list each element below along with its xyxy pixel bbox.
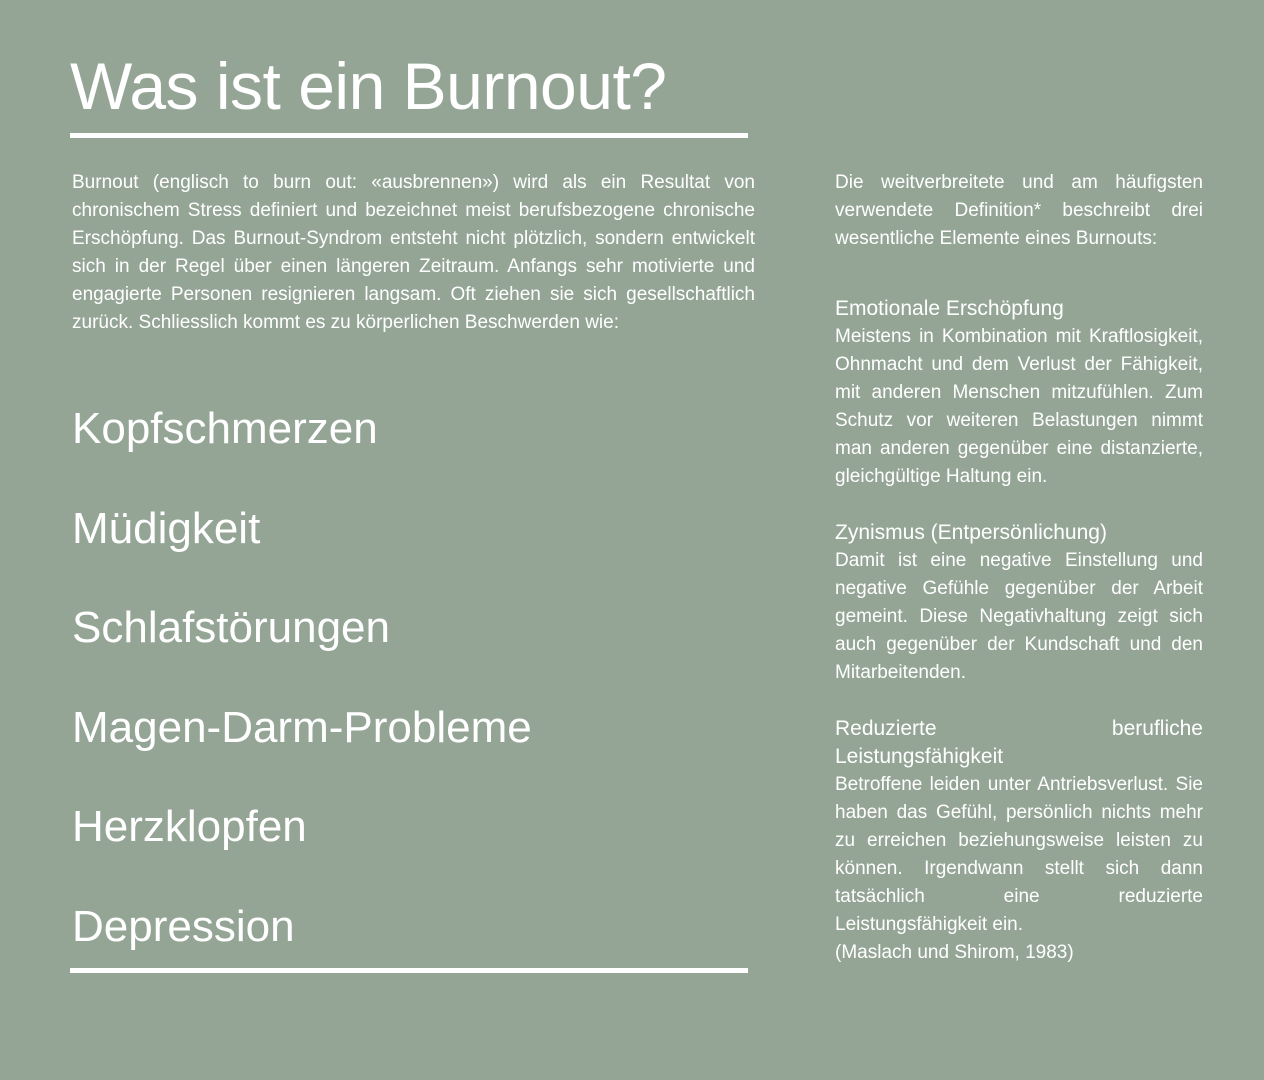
bottom-divider: [70, 968, 748, 973]
symptom-item: Depression: [72, 901, 295, 951]
symptom-item: Müdigkeit: [72, 503, 261, 553]
definition-intro: Die weitverbreitete und am häufigsten verwendete Definition* beschreibt drei wesentliche Elemente eines Burnouts:: [835, 172, 1203, 249]
citation: (Maslach und Shirom, 1983): [835, 942, 1074, 963]
symptom-item: Kopfschmerzen: [72, 404, 378, 453]
symptom-item: Magen-Darm-Probleme: [72, 702, 532, 752]
element-heading-cynicism: Zynismus (Entpersönlichung): [835, 521, 1107, 544]
element-text-reduced-performance: Betroffene leiden unter Antriebsverlust. Sie haben das Gefühl, persönlich nichts mehr zu erreichen beziehungsweise leisten zu können. Irgendwann stellt sich dann tatsächlich eine reduzierte Leistungsfähigkeit ein.: [835, 774, 1203, 935]
symptom-list: [72, 396, 532, 960]
element-heading-emotional-exhaustion: Emotionale Erschöpfung: [835, 297, 1064, 320]
element-text-cynicism: Damit ist eine negative Einstellung und negative Gefühle gegenüber der Arbeit gemeint. Diese Negativhaltung zeigt sich auch gegenüber der Kundschaft und den Mitarbeitenden.: [835, 550, 1203, 683]
element-text-emotional-exhaustion: Meistens in Kombination mit Kraftlosigkeit, Ohnmacht und dem Verlust der Fähigkeit, mit anderen Menschen mitzufühlen. Zum Schutz vor weiteren Belastungen nimmt man anderen gegenüber eine distanzierte, gleichgültige Haltung ein.: [835, 326, 1203, 487]
element-heading-reduced-performance: Reduzierte berufliche Leistungsfähigkeit: [835, 717, 1203, 768]
page-title: Was ist ein Burnout?: [70, 49, 667, 123]
top-divider: [70, 133, 748, 138]
symptom-item: Schlafstörungen: [72, 603, 390, 652]
intro-paragraph: Burnout (englisch to burn out: «ausbrennen») wird als ein Resultat von chronischem Stress definiert und bezeichnet meist berufsbezogene chronische Erschöpfung. Das Burnout-Syndrom entsteht nicht plötzlich, sondern entwickelt sich in der Regel über einen längeren Zeitraum. Anfangs sehr motivierte und engagierte Personen resignieren langsam. Oft ziehen sie sich gesellschaftlich zurück. Schliesslich kommt es zu körperlichen Beschwerden wie:: [72, 172, 755, 333]
definition-column: [835, 169, 1203, 967]
symptom-item: Herzklopfen: [72, 802, 307, 851]
